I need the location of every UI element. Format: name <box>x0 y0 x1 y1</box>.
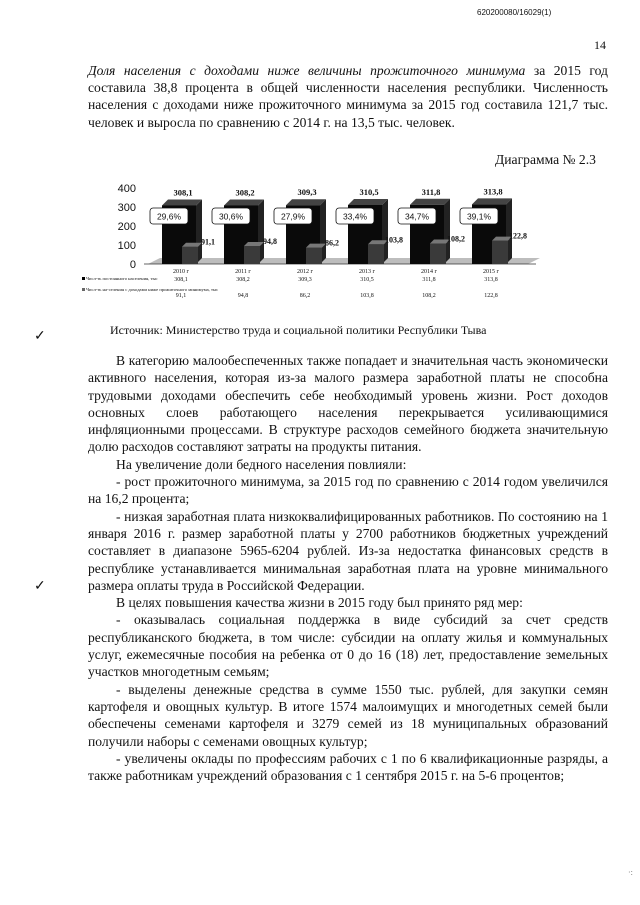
table-value-poor: 86,2 <box>299 293 311 299</box>
percent-label: 39,1% <box>466 211 492 222</box>
table-value-population: 311,8 <box>422 277 436 283</box>
legend-swatch-population <box>82 277 85 280</box>
bar-poor <box>368 244 384 264</box>
percent-label: 34,7% <box>404 211 430 222</box>
table-value-poor: 108,2 <box>422 293 436 299</box>
percent-label: 33,4% <box>342 211 368 222</box>
y-tick-label: 400 <box>117 183 136 195</box>
data-label-poor: 103,8 <box>385 235 403 245</box>
bar-top <box>162 199 202 205</box>
percent-label: 27,9% <box>280 211 306 222</box>
paragraph: - выделены денежные средства в сумме 1550 тыс. рублей, для закупки семян картофеля и овощных культур. В итоге 1574 малоимущих и многодетных семей были обеспечены семенами картофеля и 3279 семей из 18 муниципальных образований получили наборы с семенами овощных культур; <box>88 681 608 749</box>
bar-top <box>410 199 450 205</box>
paragraph: - низкая заработная плата низкоквалифицированных работников. По состоянию на 1 января 2016 г. размер заработной платы у 2700 работников бюджетных учреждений составляет в диапазоне 5965-6204 рублей. Из-за недостатка финансовых средств в республике устанавливается минимальная заработная плата на уровне минимального размера оплаты труда в Российской Федерации. <box>88 508 608 593</box>
paragraph: На увеличение доли бедного населения повлияли: <box>116 456 407 472</box>
category-label: 2010 г <box>173 269 189 275</box>
percent-label: 29,6% <box>156 211 182 222</box>
table-value-population: 308,1 <box>174 277 188 283</box>
page-number: 14 <box>594 38 606 52</box>
table-value-population: 313,8 <box>484 277 498 283</box>
y-tick-label: 200 <box>117 221 136 233</box>
data-label-population: 308,2 <box>235 187 255 198</box>
bar-poor <box>430 243 446 264</box>
intro-italic: Доля населения с доходами ниже величины прожиточного минимума <box>88 63 526 78</box>
y-tick-label: 300 <box>117 202 136 214</box>
data-label-population: 313,8 <box>483 186 503 197</box>
data-label-population: 309,3 <box>297 187 317 198</box>
data-label-population: 310,5 <box>359 187 379 198</box>
legend-label-population: Числ-ть постоянного населения, тыс <box>86 276 158 281</box>
table-value-poor: 122,8 <box>484 293 498 299</box>
paragraph: В категорию малообеспеченных также попадает и значительная часть экономически активного населения, которая из-за малого размера заработной платы не способна трудовыми доходами обеспечить себе необходимый уровень жизни. Рост доходов основных слоев работающего населения перекрывается усиливающимися инфляционными процессами. В структуре расходов семейного бюджета значительную долю расходов составляют затраты на продукты питания. <box>88 353 608 455</box>
bar-top <box>286 199 326 205</box>
paragraph: - рост прожиточного минимума, за 2015 год по сравнению с 2014 годом увеличился на 16,2 процента; <box>88 474 608 507</box>
document-id: 620200080/16029(1) <box>477 8 552 17</box>
category-label: 2015 г <box>483 269 499 275</box>
category-label: 2014 г <box>421 269 437 275</box>
percent-label: 30,6% <box>218 211 244 222</box>
paragraph: В целях повышения качества жизни в 2015 году был принято ряд мер: <box>116 595 523 611</box>
source-note: Источник: Министерство труда и социальной политики Республики Тыва <box>110 323 487 337</box>
category-label: 2012 г <box>297 269 313 275</box>
data-label-poor: 122,8 <box>509 231 527 241</box>
bar-top <box>472 198 512 204</box>
chart-svg <box>80 178 540 306</box>
intro-rest: за 2015 год составила 38,8 процента в общей численности населения республики. Численность населения с доходами ниже прожиточного минимума за 2015 год составила 121,7 тыс. человек и выросла по сравнению с 2014 г. на 13,5 тыс. человек. <box>88 63 608 130</box>
paragraph: - оказывалась социальная поддержка в виде субсидий за счет средств республиканского бюджета, в том числе: субсидии на оплату жилья и коммунальных услуг, ежемесячные пособия на ребенка от 0 до 16 (18) лет, предоставление земельных участков многодетным семьям; <box>88 612 608 680</box>
data-label-population: 311,8 <box>421 186 441 197</box>
bar-poor <box>244 246 260 264</box>
intro-paragraph <box>88 62 608 131</box>
y-tick-label: 0 <box>129 259 136 271</box>
data-label-poor: 94,8 <box>263 236 277 246</box>
paragraph: - увеличены оклады по профессиям рабочих с 1 по 6 квалификационные разряды, а также работникам учреждений образования с 1 сентября 2015 г. на 5-6 процентов; <box>88 750 608 784</box>
legend-label-poor: Числ-ть на-селения с доходами ниже прожиточного минимума, тыс <box>86 287 219 292</box>
data-label-poor: 86,2 <box>325 238 339 248</box>
bar-poor <box>492 241 508 264</box>
check-mark-icon: ✓ <box>34 579 46 594</box>
diagram-label: Диаграмма № 2.3 <box>495 152 596 167</box>
data-label-poor: 91,1 <box>201 237 215 247</box>
check-mark-icon: ✓ <box>34 329 46 344</box>
bar-poor <box>306 248 322 264</box>
data-label-poor: 108,2 <box>447 234 465 244</box>
bar-top <box>348 199 388 205</box>
table-value-population: 310,5 <box>360 277 374 283</box>
body-text <box>88 352 608 784</box>
bar-chart <box>80 178 540 306</box>
margin-mark: ·: <box>628 868 633 877</box>
table-value-poor: 94,8 <box>237 293 249 299</box>
category-label: 2013 г <box>359 269 375 275</box>
y-tick-label: 100 <box>117 240 136 252</box>
table-value-population: 309,3 <box>298 277 312 283</box>
data-label-population: 308,1 <box>173 187 193 198</box>
table-value-population: 308,2 <box>236 277 250 283</box>
bar-top <box>224 199 264 205</box>
legend-swatch-poor <box>82 288 85 291</box>
bar-poor <box>182 247 198 264</box>
category-label: 2011 г <box>235 269 251 275</box>
table-value-poor: 91,1 <box>175 293 187 299</box>
table-value-poor: 103,8 <box>360 293 374 299</box>
